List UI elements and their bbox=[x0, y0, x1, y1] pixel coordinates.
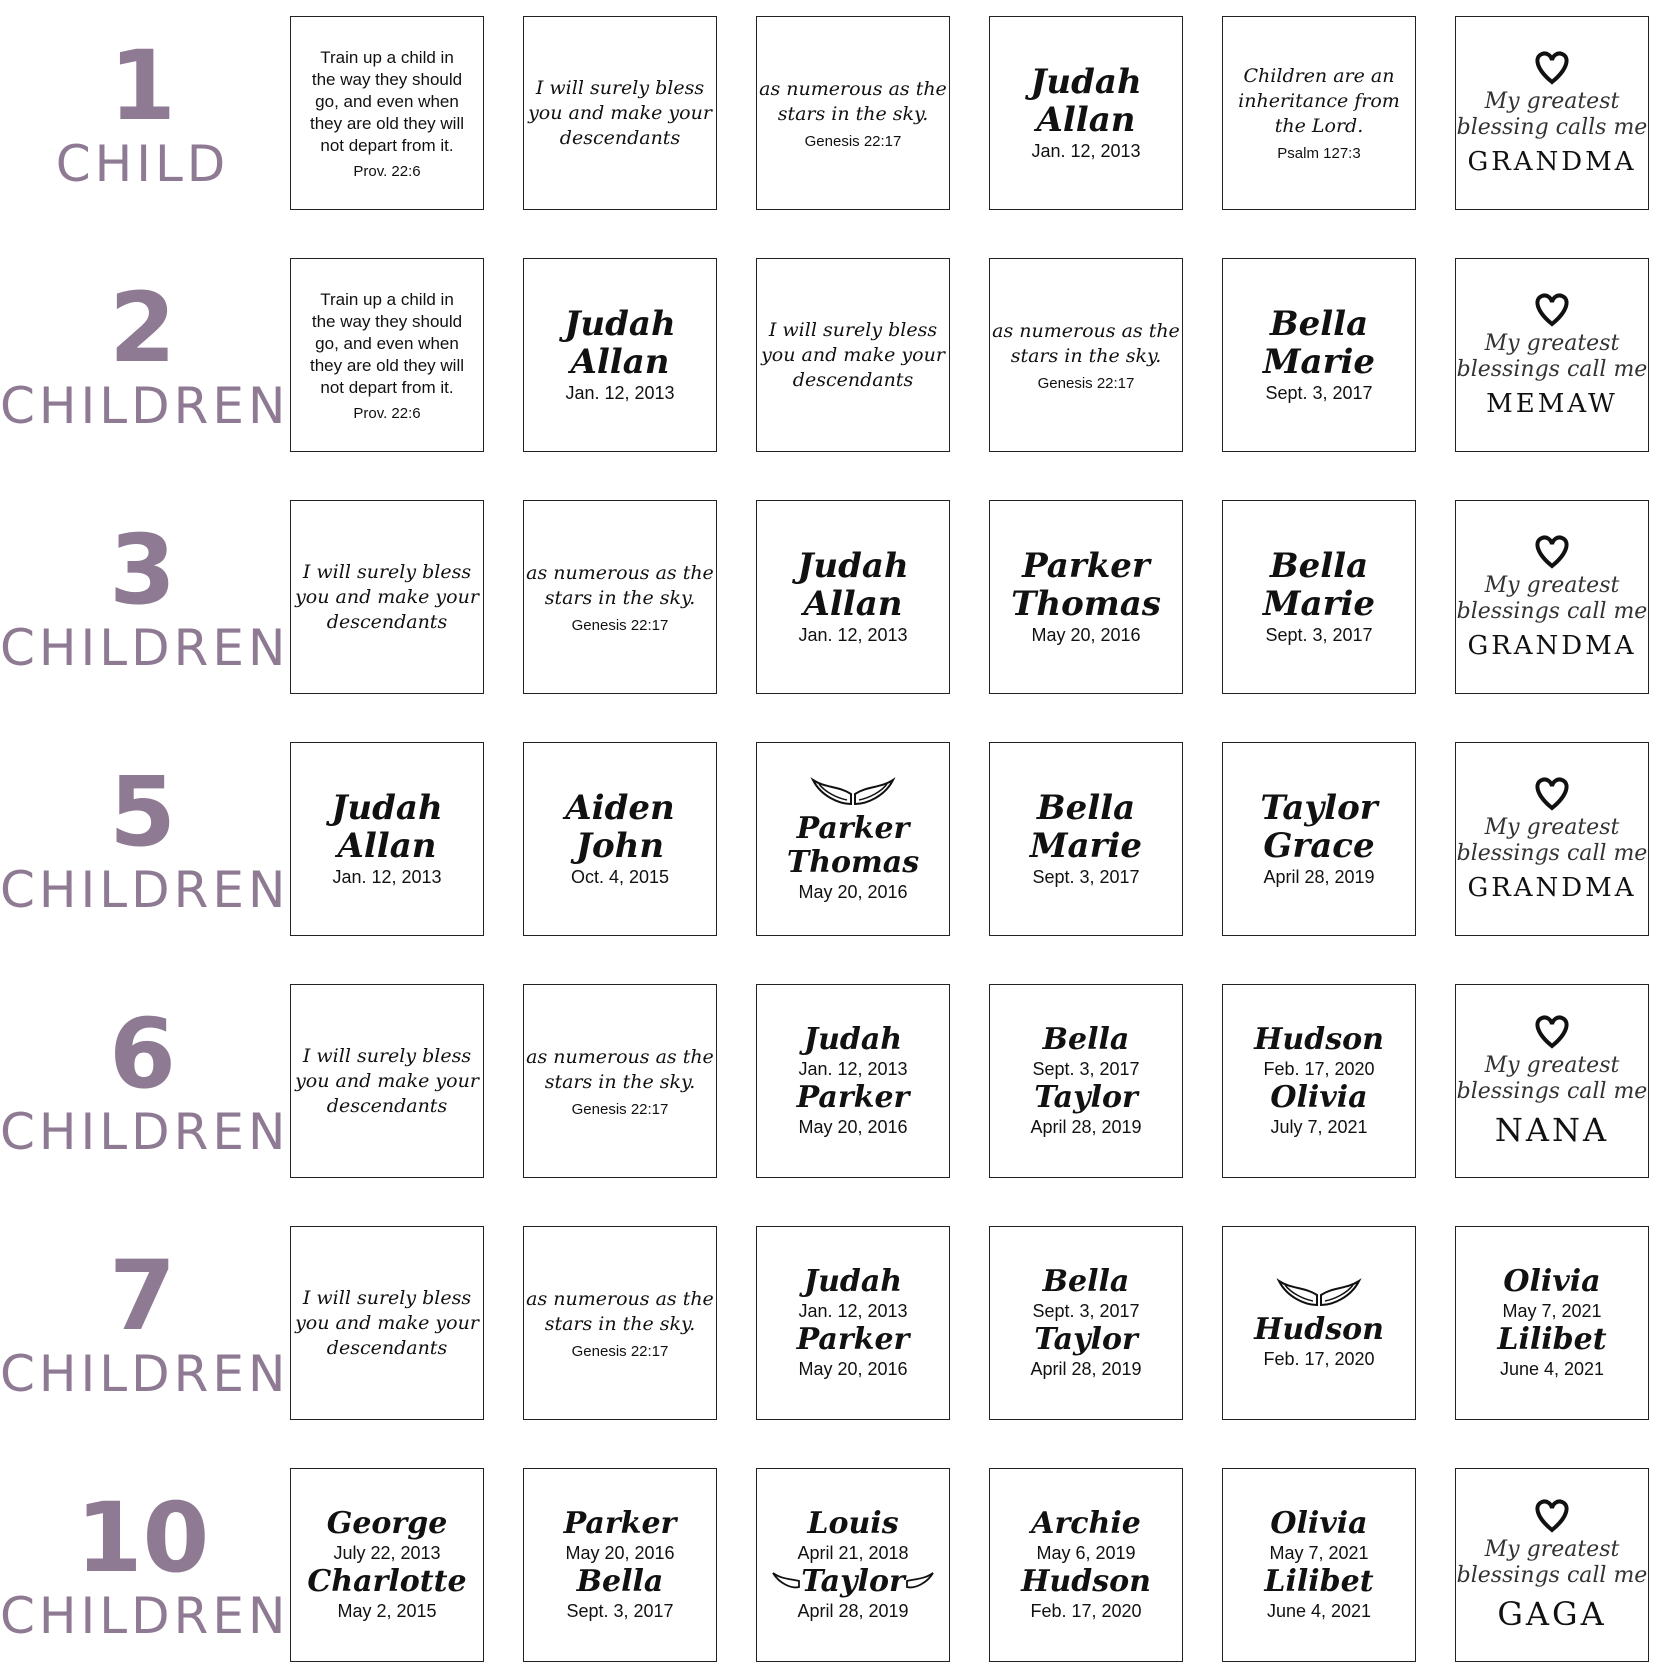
child-date: Jan. 12, 2013 bbox=[565, 383, 675, 403]
heart-icon bbox=[1530, 49, 1574, 85]
child-name: Hudson bbox=[1021, 1564, 1151, 1599]
verse-text: Train up a child in the way they should go, and even when they are old they will not depart from it. bbox=[309, 47, 465, 155]
tile-archie-hudson[interactable] bbox=[989, 1468, 1183, 1662]
child-name: George bbox=[326, 1506, 448, 1541]
tile-name-bella[interactable] bbox=[1222, 258, 1416, 452]
child-date: Sept. 3, 2017 bbox=[1032, 1059, 1140, 1079]
child-name: Judah bbox=[564, 304, 676, 344]
child-word: CHILD bbox=[55, 135, 230, 193]
child-date: June 4, 2021 bbox=[1266, 1601, 1372, 1621]
child-date: Oct. 4, 2015 bbox=[570, 867, 670, 887]
child-word: CHILDREN bbox=[0, 1103, 290, 1161]
child-date: May 2, 2015 bbox=[337, 1601, 437, 1621]
child-count: 2 bbox=[109, 272, 176, 384]
verse-text: as numerous as the stars in the sky. bbox=[992, 319, 1180, 367]
tile-name-judah[interactable] bbox=[756, 500, 950, 694]
child-word: CHILDREN bbox=[0, 861, 290, 919]
child-name: Lilibet bbox=[1497, 1322, 1607, 1357]
child-date: May 7, 2021 bbox=[1269, 1543, 1369, 1563]
child-date: May 20, 2016 bbox=[798, 1117, 908, 1137]
tile-bella-taylor[interactable] bbox=[989, 1226, 1183, 1420]
tile-name-bella[interactable] bbox=[989, 742, 1183, 936]
child-count: 5 bbox=[109, 756, 176, 868]
child-date: May 6, 2019 bbox=[1036, 1543, 1136, 1563]
child-middle-name: Marie bbox=[1262, 342, 1376, 382]
tile-judah-parker[interactable] bbox=[756, 1226, 950, 1420]
heart-icon bbox=[1530, 533, 1574, 569]
tile-judah-parker[interactable] bbox=[756, 984, 950, 1178]
child-middle-name: Marie bbox=[1262, 584, 1376, 624]
verse-text: I will surely bless you and make your descendants bbox=[295, 1044, 479, 1117]
tile-parker-bella[interactable] bbox=[523, 1468, 717, 1662]
tile-name-aiden[interactable] bbox=[523, 742, 717, 936]
tile-name-judah[interactable] bbox=[523, 258, 717, 452]
child-name: Parker bbox=[796, 811, 910, 846]
blessing-phrase: My greatest blessings call me bbox=[1456, 1053, 1648, 1104]
taylor-wings-row bbox=[771, 1565, 935, 1599]
row-label bbox=[0, 742, 290, 938]
child-date: Jan. 12, 2013 bbox=[798, 1301, 908, 1321]
row-label bbox=[0, 500, 290, 696]
tile-name-taylor[interactable] bbox=[1222, 742, 1416, 936]
child-middle-name: Allan bbox=[1036, 100, 1136, 140]
blessing-phrase: My greatest blessings call me bbox=[1456, 331, 1648, 382]
row-label bbox=[0, 258, 290, 454]
tile-name-bella[interactable] bbox=[1222, 500, 1416, 694]
tile-olivia-lilibet[interactable] bbox=[1455, 1226, 1649, 1420]
child-word: CHILDREN bbox=[0, 377, 290, 435]
child-name: Bella bbox=[1269, 304, 1369, 344]
child-date: Feb. 17, 2020 bbox=[1263, 1349, 1375, 1369]
child-date: April 28, 2019 bbox=[1030, 1117, 1142, 1137]
child-date: Sept. 3, 2017 bbox=[1265, 625, 1373, 645]
grandparent-title: GRANDMA bbox=[1467, 873, 1637, 903]
tile-verse-stars[interactable] bbox=[523, 1226, 717, 1420]
child-date: Sept. 3, 2017 bbox=[1032, 867, 1140, 887]
child-middle-name: Grace bbox=[1263, 826, 1375, 866]
child-word: CHILDREN bbox=[0, 619, 290, 677]
child-date: Sept. 3, 2017 bbox=[566, 1601, 674, 1621]
child-name: Parker bbox=[796, 1080, 910, 1115]
child-date: April 21, 2018 bbox=[797, 1543, 909, 1563]
child-name: Bella bbox=[1042, 1264, 1130, 1299]
heart-icon bbox=[1530, 291, 1574, 327]
child-count: 7 bbox=[109, 1240, 176, 1352]
child-name: Bella bbox=[576, 1564, 664, 1599]
verse-text: I will surely bless you and make your descendants bbox=[295, 1286, 479, 1359]
row-1-child bbox=[0, 16, 1667, 212]
child-middle-name: Allan bbox=[803, 584, 903, 624]
heart-icon bbox=[1530, 1497, 1574, 1533]
row-label bbox=[0, 984, 290, 1180]
row-label bbox=[0, 16, 285, 212]
child-date: Sept. 3, 2017 bbox=[1032, 1301, 1140, 1321]
tile-verse-stars[interactable] bbox=[523, 984, 717, 1178]
child-date: Feb. 17, 2020 bbox=[1263, 1059, 1375, 1079]
child-name: Judah bbox=[803, 1022, 903, 1057]
verse-ref: Genesis 22:17 bbox=[571, 1342, 669, 1360]
child-date: Sept. 3, 2017 bbox=[1265, 383, 1373, 403]
tile-verse-bless[interactable] bbox=[756, 258, 950, 452]
tile-verse-inheritance[interactable] bbox=[1222, 16, 1416, 210]
blessing-phrase: My greatest blessing calls me bbox=[1456, 89, 1648, 140]
grandparent-title: GRANDMA bbox=[1467, 147, 1637, 177]
angel-wings-icon bbox=[809, 774, 897, 810]
child-count: 3 bbox=[109, 514, 176, 626]
child-name: Taylor bbox=[1034, 1080, 1138, 1115]
tile-name-judah[interactable] bbox=[989, 16, 1183, 210]
blessing-phrase: My greatest blessings call me bbox=[1456, 1537, 1648, 1588]
tile-bella-taylor[interactable] bbox=[989, 984, 1183, 1178]
child-name: Hudson bbox=[1254, 1312, 1384, 1347]
child-date: May 20, 2016 bbox=[798, 1359, 908, 1379]
verse-ref: Prov. 22:6 bbox=[353, 162, 421, 180]
child-date: Feb. 17, 2020 bbox=[1030, 1601, 1142, 1621]
verse-ref: Genesis 22:17 bbox=[571, 1100, 669, 1118]
child-date: May 20, 2016 bbox=[1031, 625, 1141, 645]
heart-icon bbox=[1530, 1013, 1574, 1049]
child-name: Parker bbox=[1022, 546, 1150, 586]
child-middle-name: Marie bbox=[1029, 826, 1143, 866]
row-label bbox=[0, 1468, 290, 1664]
child-name: Judah bbox=[1030, 62, 1142, 102]
verse-ref: Genesis 22:17 bbox=[804, 132, 902, 150]
child-name: Parker bbox=[563, 1506, 677, 1541]
child-name: Judah bbox=[797, 546, 909, 586]
grandparent-title: GAGA bbox=[1497, 1595, 1607, 1633]
verse-text: I will surely bless you and make your descendants bbox=[528, 76, 712, 149]
tile-grandma[interactable] bbox=[1455, 500, 1649, 694]
verse-ref: Psalm 127:3 bbox=[1277, 145, 1361, 162]
child-date: July 22, 2013 bbox=[333, 1543, 441, 1563]
tile-verse-stars[interactable] bbox=[523, 500, 717, 694]
child-name: Judah bbox=[803, 1264, 903, 1299]
child-name: Bella bbox=[1036, 788, 1136, 828]
child-name: Aiden bbox=[565, 788, 675, 828]
verse-ref: Genesis 22:17 bbox=[571, 616, 669, 634]
row-3-children bbox=[0, 500, 1667, 696]
child-date: April 28, 2019 bbox=[1030, 1359, 1142, 1379]
child-name: Olivia bbox=[1503, 1264, 1601, 1299]
child-date: Jan. 12, 2013 bbox=[1031, 141, 1141, 161]
child-date: Jan. 12, 2013 bbox=[798, 625, 908, 645]
child-name: Louis bbox=[807, 1506, 899, 1541]
left-wing-icon bbox=[771, 1569, 801, 1595]
child-name: Taylor bbox=[801, 1564, 905, 1599]
tile-grandma[interactable] bbox=[1455, 742, 1649, 936]
tile-verse-bless[interactable] bbox=[290, 500, 484, 694]
verse-ref: Genesis 22:17 bbox=[1037, 374, 1135, 392]
grandparent-title: GRANDMA bbox=[1467, 631, 1637, 661]
tile-verse-train[interactable] bbox=[290, 258, 484, 452]
verse-text: I will surely bless you and make your descendants bbox=[761, 318, 945, 391]
tile-name-judah[interactable] bbox=[290, 742, 484, 936]
tile-george-charlotte[interactable] bbox=[290, 1468, 484, 1662]
row-label bbox=[0, 1226, 290, 1422]
child-name: Charlotte bbox=[307, 1564, 467, 1599]
child-name: Parker bbox=[796, 1322, 910, 1357]
angel-wings-icon bbox=[1275, 1275, 1363, 1311]
blessing-phrase: My greatest blessings call me bbox=[1456, 573, 1648, 624]
child-date: Jan. 12, 2013 bbox=[798, 1059, 908, 1079]
child-name: Taylor bbox=[1034, 1322, 1138, 1357]
grandparent-title: NANA bbox=[1494, 1111, 1610, 1149]
verse-text: as numerous as the stars in the sky. bbox=[759, 77, 947, 125]
child-middle-name: Allan bbox=[337, 826, 437, 866]
tile-gaga[interactable] bbox=[1455, 1468, 1649, 1662]
child-word: CHILDREN bbox=[0, 1587, 290, 1645]
child-name: Lilibet bbox=[1264, 1564, 1374, 1599]
blessing-phrase: My greatest blessings call me bbox=[1456, 815, 1648, 866]
child-middle-name: Thomas bbox=[1011, 584, 1161, 624]
tile-name-parker[interactable] bbox=[989, 500, 1183, 694]
child-count: 10 bbox=[75, 1482, 210, 1594]
tile-verse-stars[interactable] bbox=[989, 258, 1183, 452]
tile-hudson-olivia[interactable] bbox=[1222, 984, 1416, 1178]
child-middle-name: Thomas bbox=[786, 845, 920, 880]
tile-grandma[interactable] bbox=[1455, 16, 1649, 210]
child-name: Olivia bbox=[1270, 1506, 1368, 1541]
verse-text: I will surely bless you and make your descendants bbox=[295, 560, 479, 633]
child-name: Bella bbox=[1042, 1022, 1130, 1057]
child-name: Hudson bbox=[1254, 1022, 1384, 1057]
tile-louis-taylor[interactable] bbox=[756, 1468, 950, 1662]
tile-nana[interactable] bbox=[1455, 984, 1649, 1178]
verse-text: as numerous as the stars in the sky. bbox=[526, 1045, 714, 1093]
tile-verse-bless[interactable] bbox=[290, 1226, 484, 1420]
tile-verse-train[interactable] bbox=[290, 16, 484, 210]
child-date: May 7, 2021 bbox=[1502, 1301, 1602, 1321]
child-date: April 28, 2019 bbox=[797, 1601, 909, 1621]
child-name: Bella bbox=[1269, 546, 1369, 586]
right-wing-icon bbox=[905, 1569, 935, 1595]
verse-ref: Prov. 22:6 bbox=[353, 404, 421, 422]
row-10-children bbox=[0, 1468, 1667, 1664]
child-count: 1 bbox=[109, 30, 176, 142]
row-6-children bbox=[0, 984, 1667, 1180]
child-date: Jan. 12, 2013 bbox=[332, 867, 442, 887]
tile-olivia-lilibet[interactable] bbox=[1222, 1468, 1416, 1662]
child-name: Archie bbox=[1031, 1506, 1141, 1541]
heart-icon bbox=[1530, 775, 1574, 811]
tile-name-parker-wings[interactable] bbox=[756, 742, 950, 936]
child-date: April 28, 2019 bbox=[1263, 867, 1375, 887]
tile-verse-stars[interactable] bbox=[756, 16, 950, 210]
grandparent-title: MEMAW bbox=[1486, 389, 1618, 419]
child-word: CHILDREN bbox=[0, 1345, 290, 1403]
tile-hudson-wings[interactable] bbox=[1222, 1226, 1416, 1420]
row-2-children bbox=[0, 258, 1667, 454]
tile-memaw[interactable] bbox=[1455, 258, 1649, 452]
child-name: Judah bbox=[331, 788, 443, 828]
verse-text: as numerous as the stars in the sky. bbox=[526, 1287, 714, 1335]
child-name: Olivia bbox=[1270, 1080, 1368, 1115]
child-middle-name: Allan bbox=[570, 342, 670, 382]
child-date: May 20, 2016 bbox=[565, 1543, 675, 1563]
child-date: May 20, 2016 bbox=[798, 882, 908, 902]
child-date: June 4, 2021 bbox=[1499, 1359, 1605, 1379]
tile-verse-bless[interactable] bbox=[523, 16, 717, 210]
verse-text: as numerous as the stars in the sky. bbox=[526, 561, 714, 609]
child-date: July 7, 2021 bbox=[1270, 1117, 1368, 1137]
verse-text: Children are an inheritance from the Lord. bbox=[1238, 65, 1400, 137]
tile-verse-bless[interactable] bbox=[290, 984, 484, 1178]
child-count: 6 bbox=[109, 998, 176, 1110]
row-5-children bbox=[0, 742, 1667, 938]
child-name: Taylor bbox=[1260, 788, 1378, 828]
row-7-children bbox=[0, 1226, 1667, 1422]
child-middle-name: John bbox=[575, 826, 665, 866]
verse-text: Train up a child in the way they should go, and even when they are old they will not depart from it. bbox=[309, 289, 465, 397]
